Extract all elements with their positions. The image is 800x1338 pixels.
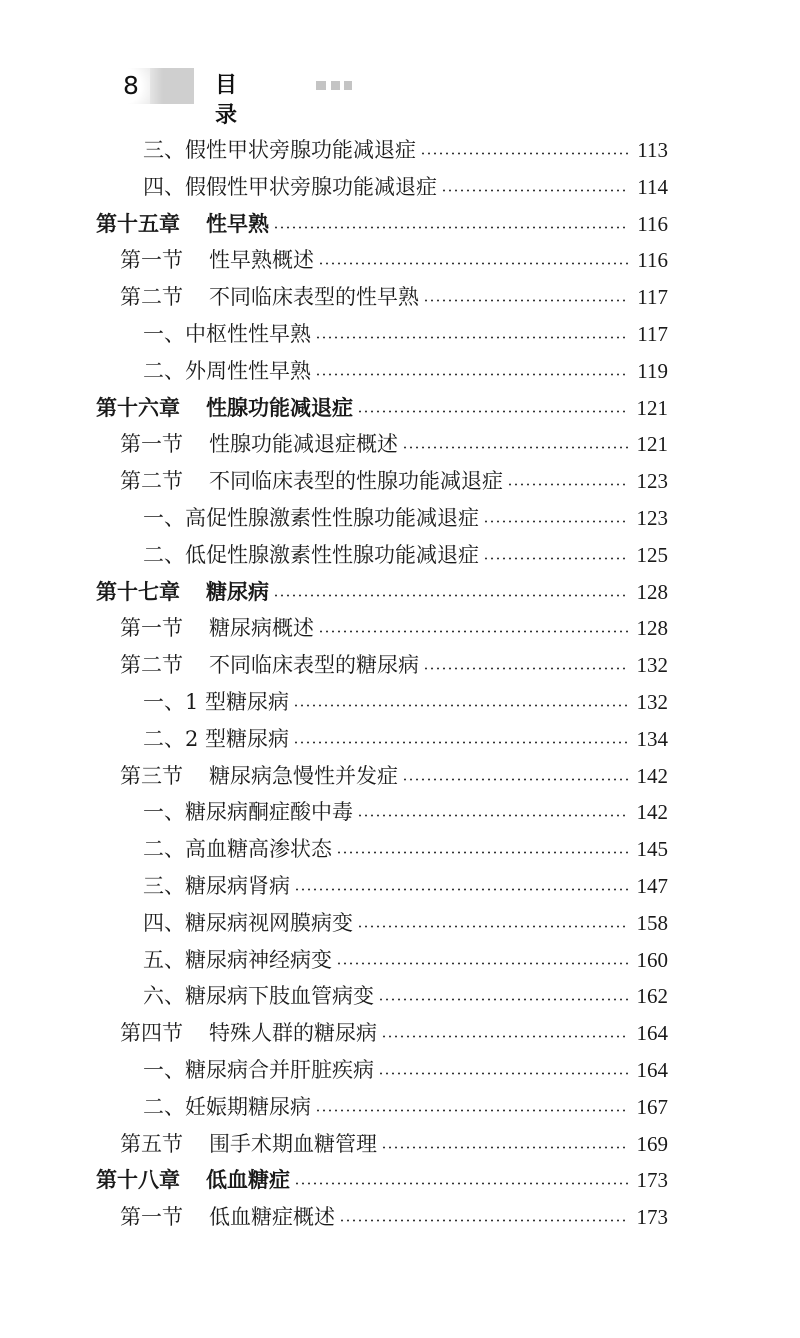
toc-entry-label xyxy=(96,390,353,426)
dot-leader xyxy=(357,925,628,928)
toc-entry-title: 性腺功能减退症概述 xyxy=(209,432,398,456)
toc-entry-label xyxy=(120,463,503,499)
toc-entry-item[interactable] xyxy=(143,1052,668,1088)
decorative-square xyxy=(331,81,340,90)
toc-entry-item[interactable] xyxy=(143,978,668,1014)
dot-leader xyxy=(402,778,628,781)
toc-entry-prefix: 第四节 xyxy=(120,1021,183,1045)
toc-entry-title: 一、中枢性性早熟 xyxy=(143,322,311,346)
toc-entry-page-number: 119 xyxy=(637,359,668,383)
toc-entry-item[interactable] xyxy=(143,169,668,205)
toc-entry-label xyxy=(120,610,314,646)
toc-entry-label xyxy=(143,353,311,389)
toc-entry-title: 二、妊娠期糖尿病 xyxy=(143,1095,311,1119)
toc-entry-prefix: 第二节 xyxy=(120,285,183,309)
toc-entry-title: 一、1 型糖尿病 xyxy=(143,690,290,714)
toc-entry-title: 低血糖症 xyxy=(206,1168,290,1192)
toc-entry-prefix: 第三节 xyxy=(120,764,183,788)
toc-entry-label xyxy=(143,537,479,573)
toc-entry-item[interactable] xyxy=(143,684,668,720)
toc-entry-page-number: 121 xyxy=(636,432,668,456)
toc-entry-title: 四、假假性甲状旁腺功能减退症 xyxy=(143,175,437,199)
toc-entry-prefix: 第一节 xyxy=(120,616,183,640)
dot-leader xyxy=(420,152,628,155)
toc-entry-page-number: 167 xyxy=(636,1095,668,1119)
decorative-square xyxy=(316,81,326,90)
toc-entry-prefix: 第十六章 xyxy=(96,396,180,420)
toc-entry-label xyxy=(96,206,269,242)
dot-leader xyxy=(357,410,628,413)
toc-entry-title: 一、糖尿病酮症酸中毒 xyxy=(143,800,353,824)
toc-entry-title: 糖尿病 xyxy=(206,580,269,604)
toc-entry-label xyxy=(120,647,419,683)
dot-leader xyxy=(402,446,628,449)
toc-entry-item[interactable] xyxy=(143,905,668,941)
toc-entry-prefix: 第一节 xyxy=(120,248,183,272)
toc-entry-chapter[interactable] xyxy=(96,390,668,426)
dot-leader xyxy=(315,336,628,339)
toc-entry-section[interactable] xyxy=(120,1015,668,1051)
toc-entry-label xyxy=(120,1199,335,1235)
toc-entry-prefix: 第十八章 xyxy=(96,1168,180,1192)
dot-leader xyxy=(483,557,628,560)
toc-entry-label xyxy=(120,758,398,794)
toc-entry-page-number: 162 xyxy=(636,984,668,1008)
toc-entry-prefix: 第一节 xyxy=(120,432,183,456)
toc-entry-label xyxy=(143,831,332,867)
toc-entry-label xyxy=(120,426,398,462)
toc-entry-page-number: 173 xyxy=(636,1168,668,1192)
dot-leader xyxy=(318,630,628,633)
dot-leader xyxy=(381,1035,628,1038)
dot-leader xyxy=(336,851,628,854)
toc-entry-title: 性早熟 xyxy=(206,212,269,236)
toc-entry-section[interactable] xyxy=(120,1126,668,1162)
toc-entry-section[interactable] xyxy=(120,610,668,646)
page-number: 8 xyxy=(112,68,150,104)
toc-entry-title: 一、糖尿病合并肝脏疾病 xyxy=(143,1058,374,1082)
toc-entry-page-number: 117 xyxy=(637,285,668,309)
toc-entry-label xyxy=(96,1162,290,1198)
dot-leader xyxy=(423,299,628,302)
toc-entry-label xyxy=(120,242,314,278)
decorative-square xyxy=(344,81,352,90)
toc-entry-page-number: 134 xyxy=(636,727,668,751)
toc-entry-page-number: 169 xyxy=(636,1132,668,1156)
page-number-badge xyxy=(112,68,150,104)
toc-entry-label xyxy=(143,978,374,1014)
toc-entry-label xyxy=(143,1052,374,1088)
toc-entry-label xyxy=(143,684,289,720)
toc-entry-title: 糖尿病概述 xyxy=(209,616,314,640)
toc-entry-title: 二、外周性性早熟 xyxy=(143,359,311,383)
toc-entry-title: 二、低促性腺激素性性腺功能减退症 xyxy=(143,543,479,567)
toc-entry-item[interactable] xyxy=(143,1089,668,1125)
toc-entry-label xyxy=(120,279,419,315)
dot-leader xyxy=(507,483,628,486)
toc-entry-prefix: 第十七章 xyxy=(96,580,180,604)
toc-entry-page-number: 123 xyxy=(636,469,668,493)
toc-entry-page-number: 132 xyxy=(636,653,668,677)
toc-entry-chapter[interactable] xyxy=(96,574,668,610)
dot-leader xyxy=(315,373,628,376)
toc-entry-item[interactable] xyxy=(143,353,668,389)
toc-entry-title: 五、糖尿病神经病变 xyxy=(143,948,332,972)
toc-entry-title: 不同临床表型的性腺功能减退症 xyxy=(209,469,503,493)
toc-entry-section[interactable] xyxy=(120,463,668,499)
toc-entry-item[interactable] xyxy=(143,316,668,352)
dot-leader xyxy=(483,520,628,523)
header-title: 目 录 xyxy=(215,73,278,128)
toc-entry-page-number: 158 xyxy=(636,911,668,935)
toc-entry-title: 不同临床表型的性早熟 xyxy=(209,285,419,309)
page-header xyxy=(112,68,372,128)
toc-entry-page-number: 145 xyxy=(636,837,668,861)
toc-entry-title: 二、高血糖高渗状态 xyxy=(143,837,332,861)
toc-entry-title: 一、高促性腺激素性性腺功能减退症 xyxy=(143,506,479,530)
toc-entry-page-number: 125 xyxy=(636,543,668,567)
dot-leader xyxy=(273,594,628,597)
toc-entry-prefix: 第二节 xyxy=(120,653,183,677)
toc-entry-label xyxy=(120,1126,377,1162)
toc-entry-label xyxy=(143,316,311,352)
toc-entry-section[interactable] xyxy=(120,426,668,462)
toc-entry-title: 三、糖尿病肾病 xyxy=(143,874,290,898)
toc-entry-label xyxy=(96,574,269,610)
toc-entry-section[interactable] xyxy=(120,242,668,278)
toc-entry-page-number: 147 xyxy=(636,874,668,898)
toc-entry-label xyxy=(143,905,353,941)
toc-entry-page-number: 114 xyxy=(637,175,668,199)
dot-leader xyxy=(294,888,628,891)
toc-entry-item[interactable] xyxy=(143,831,668,867)
toc-entry-page-number: 128 xyxy=(636,616,668,640)
toc-entry-chapter[interactable] xyxy=(96,206,668,242)
toc-entry-label xyxy=(143,794,353,830)
toc-entry-page-number: 128 xyxy=(636,580,668,604)
toc-entry-title: 低血糖症概述 xyxy=(209,1205,335,1229)
dot-leader xyxy=(336,962,628,965)
toc-entry-page-number: 121 xyxy=(636,396,668,420)
dot-leader xyxy=(293,704,628,707)
toc-entry-page-number: 113 xyxy=(637,138,668,162)
toc-entry-label xyxy=(143,500,479,536)
toc-entry-title: 性早熟概述 xyxy=(209,248,314,272)
toc-entry-page-number: 160 xyxy=(636,948,668,972)
toc-entry-label xyxy=(143,169,437,205)
toc-entry-title: 不同临床表型的糖尿病 xyxy=(209,653,419,677)
toc-entry-chapter[interactable] xyxy=(96,1162,668,1198)
toc-entry-item[interactable] xyxy=(143,868,668,904)
dot-leader xyxy=(315,1109,628,1112)
toc-entry-title: 四、糖尿病视网膜病变 xyxy=(143,911,353,935)
toc-entry-prefix: 第一节 xyxy=(120,1205,183,1229)
dot-leader xyxy=(273,226,628,229)
toc-entry-page-number: 142 xyxy=(636,800,668,824)
toc-entry-label xyxy=(143,132,416,168)
dot-leader xyxy=(381,1146,628,1149)
toc-entry-prefix: 第十五章 xyxy=(96,212,180,236)
dot-leader xyxy=(423,667,628,670)
toc-entry-page-number: 116 xyxy=(637,212,668,236)
toc-entry-section[interactable] xyxy=(120,647,668,683)
dot-leader xyxy=(294,1182,628,1185)
toc-entry-item[interactable] xyxy=(143,132,668,168)
toc-entry-title: 特殊人群的糖尿病 xyxy=(209,1021,377,1045)
toc-entry-item[interactable] xyxy=(143,537,668,573)
dot-leader xyxy=(441,189,628,192)
toc-entry-item[interactable] xyxy=(143,500,668,536)
toc-entry-prefix: 第二节 xyxy=(120,469,183,493)
toc-entry-section[interactable] xyxy=(120,279,668,315)
toc-entry-page-number: 116 xyxy=(637,248,668,272)
toc-entry-item[interactable] xyxy=(143,721,668,757)
toc-entry-prefix: 第五节 xyxy=(120,1132,183,1156)
dot-leader xyxy=(378,1072,628,1075)
toc-entry-label xyxy=(143,721,289,757)
toc-entry-section[interactable] xyxy=(120,1199,668,1235)
toc-entry-title: 性腺功能减退症 xyxy=(206,396,353,420)
toc-entry-title: 六、糖尿病下肢血管病变 xyxy=(143,984,374,1008)
toc-entry-title: 糖尿病急慢性并发症 xyxy=(209,764,398,788)
toc-entry-page-number: 173 xyxy=(636,1205,668,1229)
toc-entry-page-number: 123 xyxy=(636,506,668,530)
dot-leader xyxy=(293,741,628,744)
toc-entry-item[interactable] xyxy=(143,794,668,830)
dot-leader xyxy=(318,262,628,265)
toc-entry-title: 三、假性甲状旁腺功能减退症 xyxy=(143,138,416,162)
toc-entry-page-number: 117 xyxy=(637,322,668,346)
toc-entry-label xyxy=(143,868,290,904)
toc-entry-page-number: 142 xyxy=(636,764,668,788)
toc-entry-page-number: 164 xyxy=(636,1021,668,1045)
toc-entry-label xyxy=(143,1089,311,1125)
dot-leader xyxy=(339,1219,628,1222)
toc-entry-label xyxy=(143,942,332,978)
dot-leader xyxy=(357,814,628,817)
toc-entry-title: 围手术期血糖管理 xyxy=(209,1132,377,1156)
toc-entry-page-number: 164 xyxy=(636,1058,668,1082)
toc-entry-section[interactable] xyxy=(120,758,668,794)
dot-leader xyxy=(378,998,628,1001)
toc-entry-page-number: 132 xyxy=(636,690,668,714)
toc-entry-item[interactable] xyxy=(143,942,668,978)
toc-entry-label xyxy=(120,1015,377,1051)
toc-entry-title: 二、2 型糖尿病 xyxy=(143,727,290,751)
